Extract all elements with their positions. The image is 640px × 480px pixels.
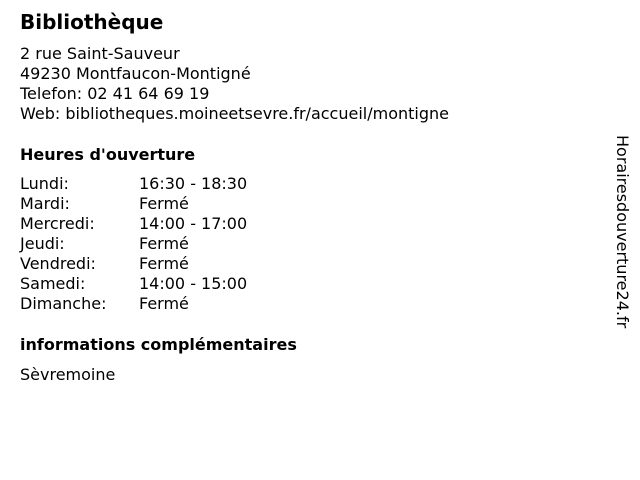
hours-day: Samedi: [20,274,86,293]
hours-row-mardi [20,194,247,214]
hours-time: Fermé [139,234,189,253]
hours-time: Fermé [139,254,189,273]
address-street: 2 rue Saint-Sauveur [20,44,180,63]
hours-day: Mercredi: [20,214,95,233]
hours-time: Fermé [139,194,189,213]
hours-row-dimanche [20,294,247,314]
address-block [20,44,449,124]
site-watermark: Horairesdouverture24.fr [613,135,632,329]
hours-time: 14:00 - 15:00 [139,274,248,293]
hours-row-vendredi [20,254,247,274]
page-title: Bibliothèque [20,10,164,34]
hours-heading: Heures d'ouverture [20,145,196,164]
hours-time: 16:30 - 18:30 [139,174,248,193]
hours-row-jeudi [20,234,247,254]
hours-time: 14:00 - 17:00 [139,214,248,233]
hours-row-lundi [20,174,247,194]
hours-row-samedi [20,274,247,294]
info-text: Sèvremoine [20,365,116,384]
hours-table [20,174,247,314]
hours-time: Fermé [139,294,189,313]
phone-number: Telefon: 02 41 64 69 19 [20,84,210,103]
hours-day: Mardi: [20,194,70,213]
hours-day: Vendredi: [20,254,96,273]
hours-day: Lundi: [20,174,69,193]
hours-row-mercredi [20,214,247,234]
address-city: 49230 Montfaucon-Montigné [20,64,251,83]
hours-day: Jeudi: [20,234,65,253]
hours-day: Dimanche: [20,294,107,313]
website-link[interactable]: Web: bibliotheques.moineetsevre.fr/accueil/montigne [20,104,449,123]
info-heading: informations complémentaires [20,335,297,354]
